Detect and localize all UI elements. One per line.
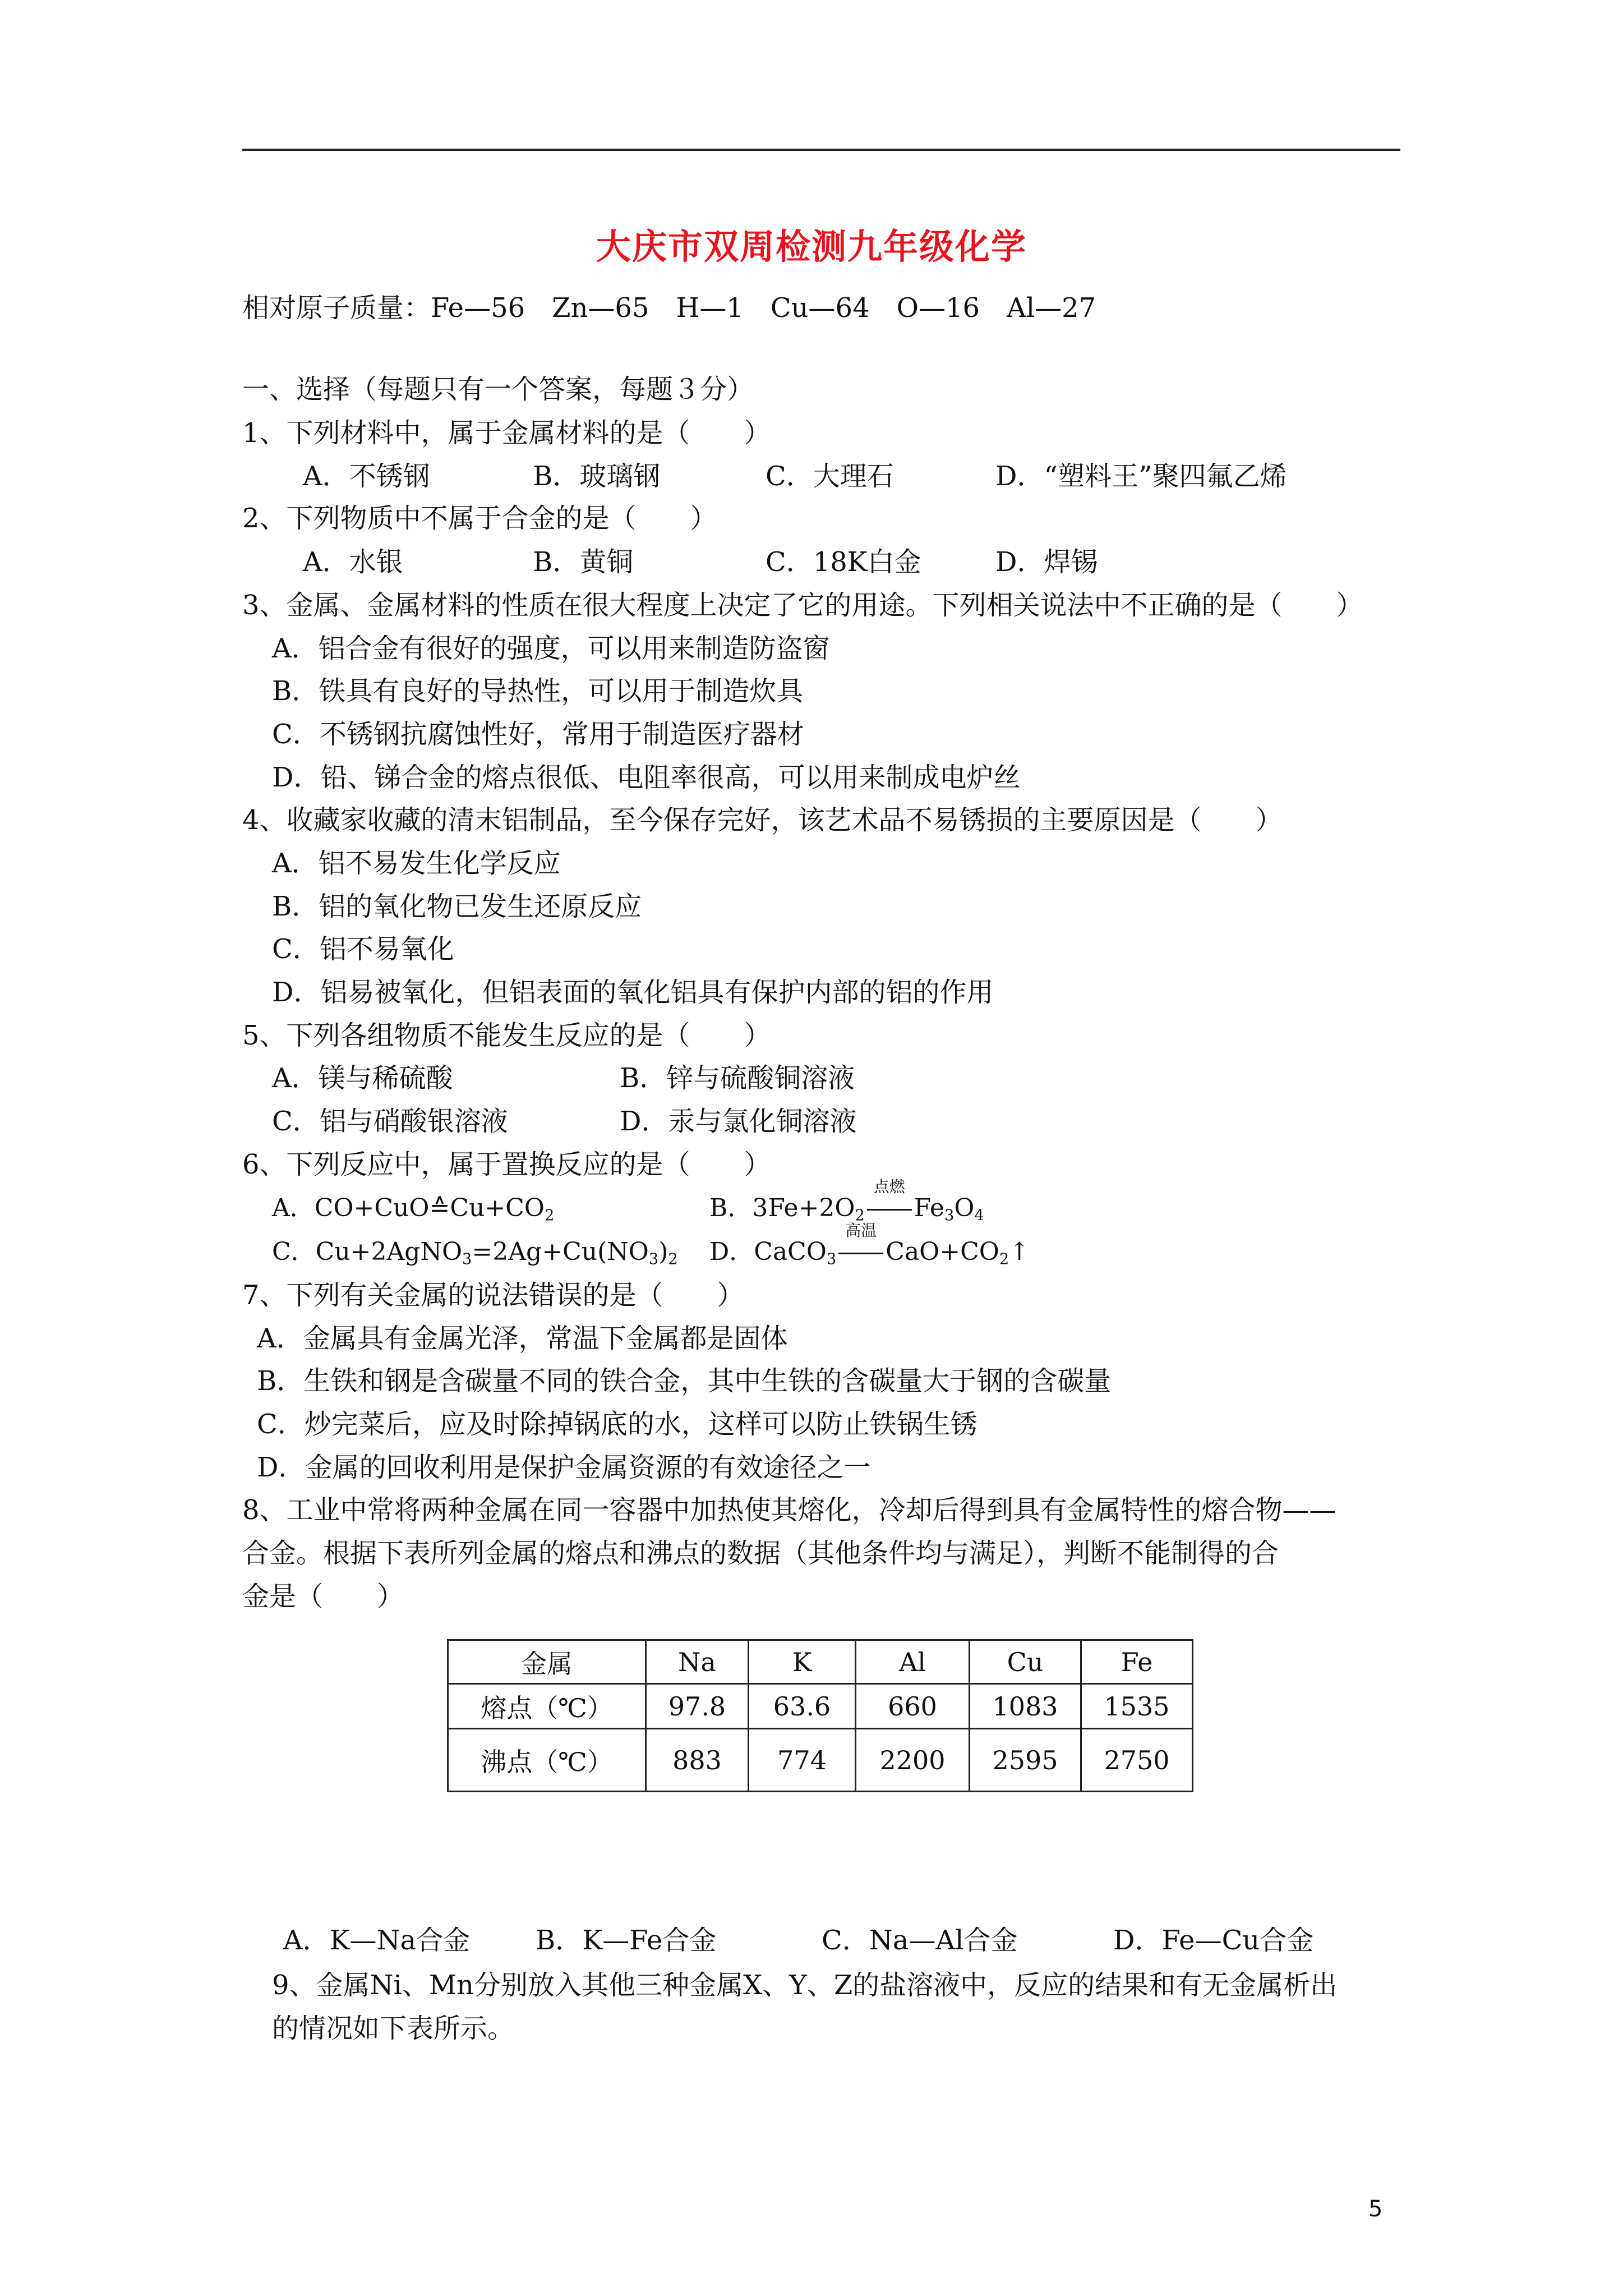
q3-option-b: B．铁具有良好的导热性，可以用于制造炊具 <box>272 675 804 707</box>
q4-option-c: C．铝不易氧化 <box>272 933 454 965</box>
q7-option-b: B．生铁和钢是含碳量不同的铁合金，其中生铁的含碳量大于钢的含碳量 <box>257 1365 1112 1397</box>
table-header-row <box>448 1640 1193 1684</box>
q2-option-c: C．18K白金 <box>766 546 921 578</box>
question-6: 6、下列反应中，属于置换反应的是（ ） <box>242 1149 771 1180</box>
question-8-line-1: 8、工业中常将两种金属在同一容器中加热使其熔化，冷却后得到具有金属特性的熔合物—— <box>242 1494 1336 1526</box>
q8-option-d: D．Fe—Cu合金 <box>1113 1925 1314 1956</box>
q6-option-b: B．$3Fe+2O_2$ 点燃 $Fe_3O_4$ <box>709 1177 984 1225</box>
section-heading: 一、选择（每题只有一个答案，每题３分） <box>242 374 754 405</box>
page-number: 5 <box>1368 2196 1383 2222</box>
q4-option-b: B．铝的氧化物已发生还原反应 <box>272 891 642 922</box>
table-cell: 1083 <box>970 1684 1081 1729</box>
question-8-line-2: 合金。根据下表所列金属的熔点和沸点的数据（其他条件均与满足），判断不能制得的合 <box>242 1538 1279 1569</box>
q1-option-a: A．不锈钢 <box>303 461 430 492</box>
q6-condition-b: 点燃 <box>873 1177 905 1196</box>
table-row <box>448 1684 1193 1729</box>
q1-option-d: D．“塑料王”聚四氟乙烯 <box>995 461 1287 492</box>
question-8-line-3: 金是（ ） <box>242 1581 404 1612</box>
table-cell: 660 <box>856 1684 970 1729</box>
page-title: 大庆市双周检测九年级化学 <box>596 226 1027 267</box>
q7-option-c: C．炒完菜后，应及时除掉锅底的水，这样可以防止铁锅生锈 <box>257 1409 978 1440</box>
question-9-line-2: 的情况如下表所示。 <box>272 2013 515 2044</box>
table-cell: 2200 <box>856 1729 970 1792</box>
question-2: 2、下列物质中不属于合金的是（ ） <box>242 503 717 534</box>
table-cell: 883 <box>646 1729 749 1792</box>
q7-option-d: D．金属的回收利用是保护金属资源的有效途径之一 <box>257 1452 871 1483</box>
table-header-cell: Fe <box>1081 1640 1193 1684</box>
q5-option-a: A．镁与稀硫酸 <box>272 1062 453 1094</box>
q2-option-d: D．焊锡 <box>995 546 1098 578</box>
q4-option-d: D．铝易被氧化，但铝表面的氧化铝具有保护内部的铝的作用 <box>272 977 994 1008</box>
q3-option-a: A．铝合金有很好的强度，可以用来制造防盗窗 <box>272 633 830 664</box>
table-cell: 1535 <box>1081 1684 1193 1729</box>
q8-option-a: A．K—Na合金 <box>283 1925 471 1956</box>
question-9-line-1: 9、金属Ni、Mn分别放入其他三种金属X、Y、Z的盐溶液中，反应的结果和有无金属析出 <box>272 1970 1338 2001</box>
question-5: 5、下列各组物质不能发生反应的是（ ） <box>242 1020 771 1051</box>
atomic-mass-line: 相对原子质量：Fe—56 Zn—65 H—1 Cu—64 O—16 Al—27 <box>242 292 1096 324</box>
q6-condition-d: 高温 <box>845 1221 877 1240</box>
q2-option-a: A．水银 <box>303 546 403 578</box>
table-header-cell: 金属 <box>448 1640 646 1684</box>
table-cell: 774 <box>749 1729 856 1792</box>
q8-option-c: C．Na—Al合金 <box>822 1925 1018 1956</box>
table-header-cell: Al <box>856 1640 970 1684</box>
question-4: 4、收藏家收藏的清末铝制品，至今保存完好，该艺术品不易锈损的主要原因是（ ） <box>242 804 1283 836</box>
table-header-cell: Cu <box>970 1640 1081 1684</box>
q5-option-d: D．汞与氯化铜溶液 <box>620 1106 857 1137</box>
q6-option-a: A．$CO+CuO≙Cu+CO_2$ <box>272 1194 555 1225</box>
table-header-cell: K <box>749 1640 856 1684</box>
q2-option-b: B．黄铜 <box>533 546 634 578</box>
q1-option-b: B．玻璃钢 <box>533 461 661 492</box>
q1-option-c: C．大理石 <box>766 461 894 492</box>
question-1: 1、下列材料中，属于金属材料的是（ ） <box>242 417 771 449</box>
q3-option-c: C．不锈钢抗腐蚀性好，常用于制造医疗器材 <box>272 719 804 750</box>
table-cell: 熔点（℃） <box>448 1684 646 1729</box>
table-row <box>448 1729 1193 1792</box>
q6-option-c: C．$Cu+2AgNO_3=2Ag+Cu(NO_3)_2$ <box>272 1237 678 1268</box>
q5-option-c: C．铝与硝酸银溶液 <box>272 1106 508 1137</box>
table-cell: 2750 <box>1081 1729 1193 1792</box>
q4-option-a: A．铝不易发生化学反应 <box>272 848 561 879</box>
header-rule <box>242 149 1400 151</box>
q3-option-d: D．铅、锑合金的熔点很低、电阻率很高，可以用来制成电炉丝 <box>272 762 1021 793</box>
table-cell: 2595 <box>970 1729 1081 1792</box>
q8-option-b: B．K—Fe合金 <box>536 1925 717 1956</box>
metal-properties-table <box>447 1639 1193 1792</box>
table-cell: 63.6 <box>749 1684 856 1729</box>
question-7: 7、下列有关金属的说法错误的是（ ） <box>242 1280 744 1311</box>
table-cell: 沸点（℃） <box>448 1729 646 1792</box>
q7-option-a: A．金属具有金属光泽，常温下金属都是固体 <box>257 1323 788 1354</box>
q5-option-b: B．锌与硫酸铜溶液 <box>620 1062 855 1094</box>
q6-option-d: D．CaCO$_3$ 高温 $CaO+CO_2↑$ <box>709 1221 1030 1268</box>
table-header-cell: Na <box>646 1640 749 1684</box>
question-3: 3、金属、金属材料的性质在很大程度上决定了它的用途。下列相关说法中不正确的是（ ） <box>242 590 1363 621</box>
table-cell: 97.8 <box>646 1684 749 1729</box>
